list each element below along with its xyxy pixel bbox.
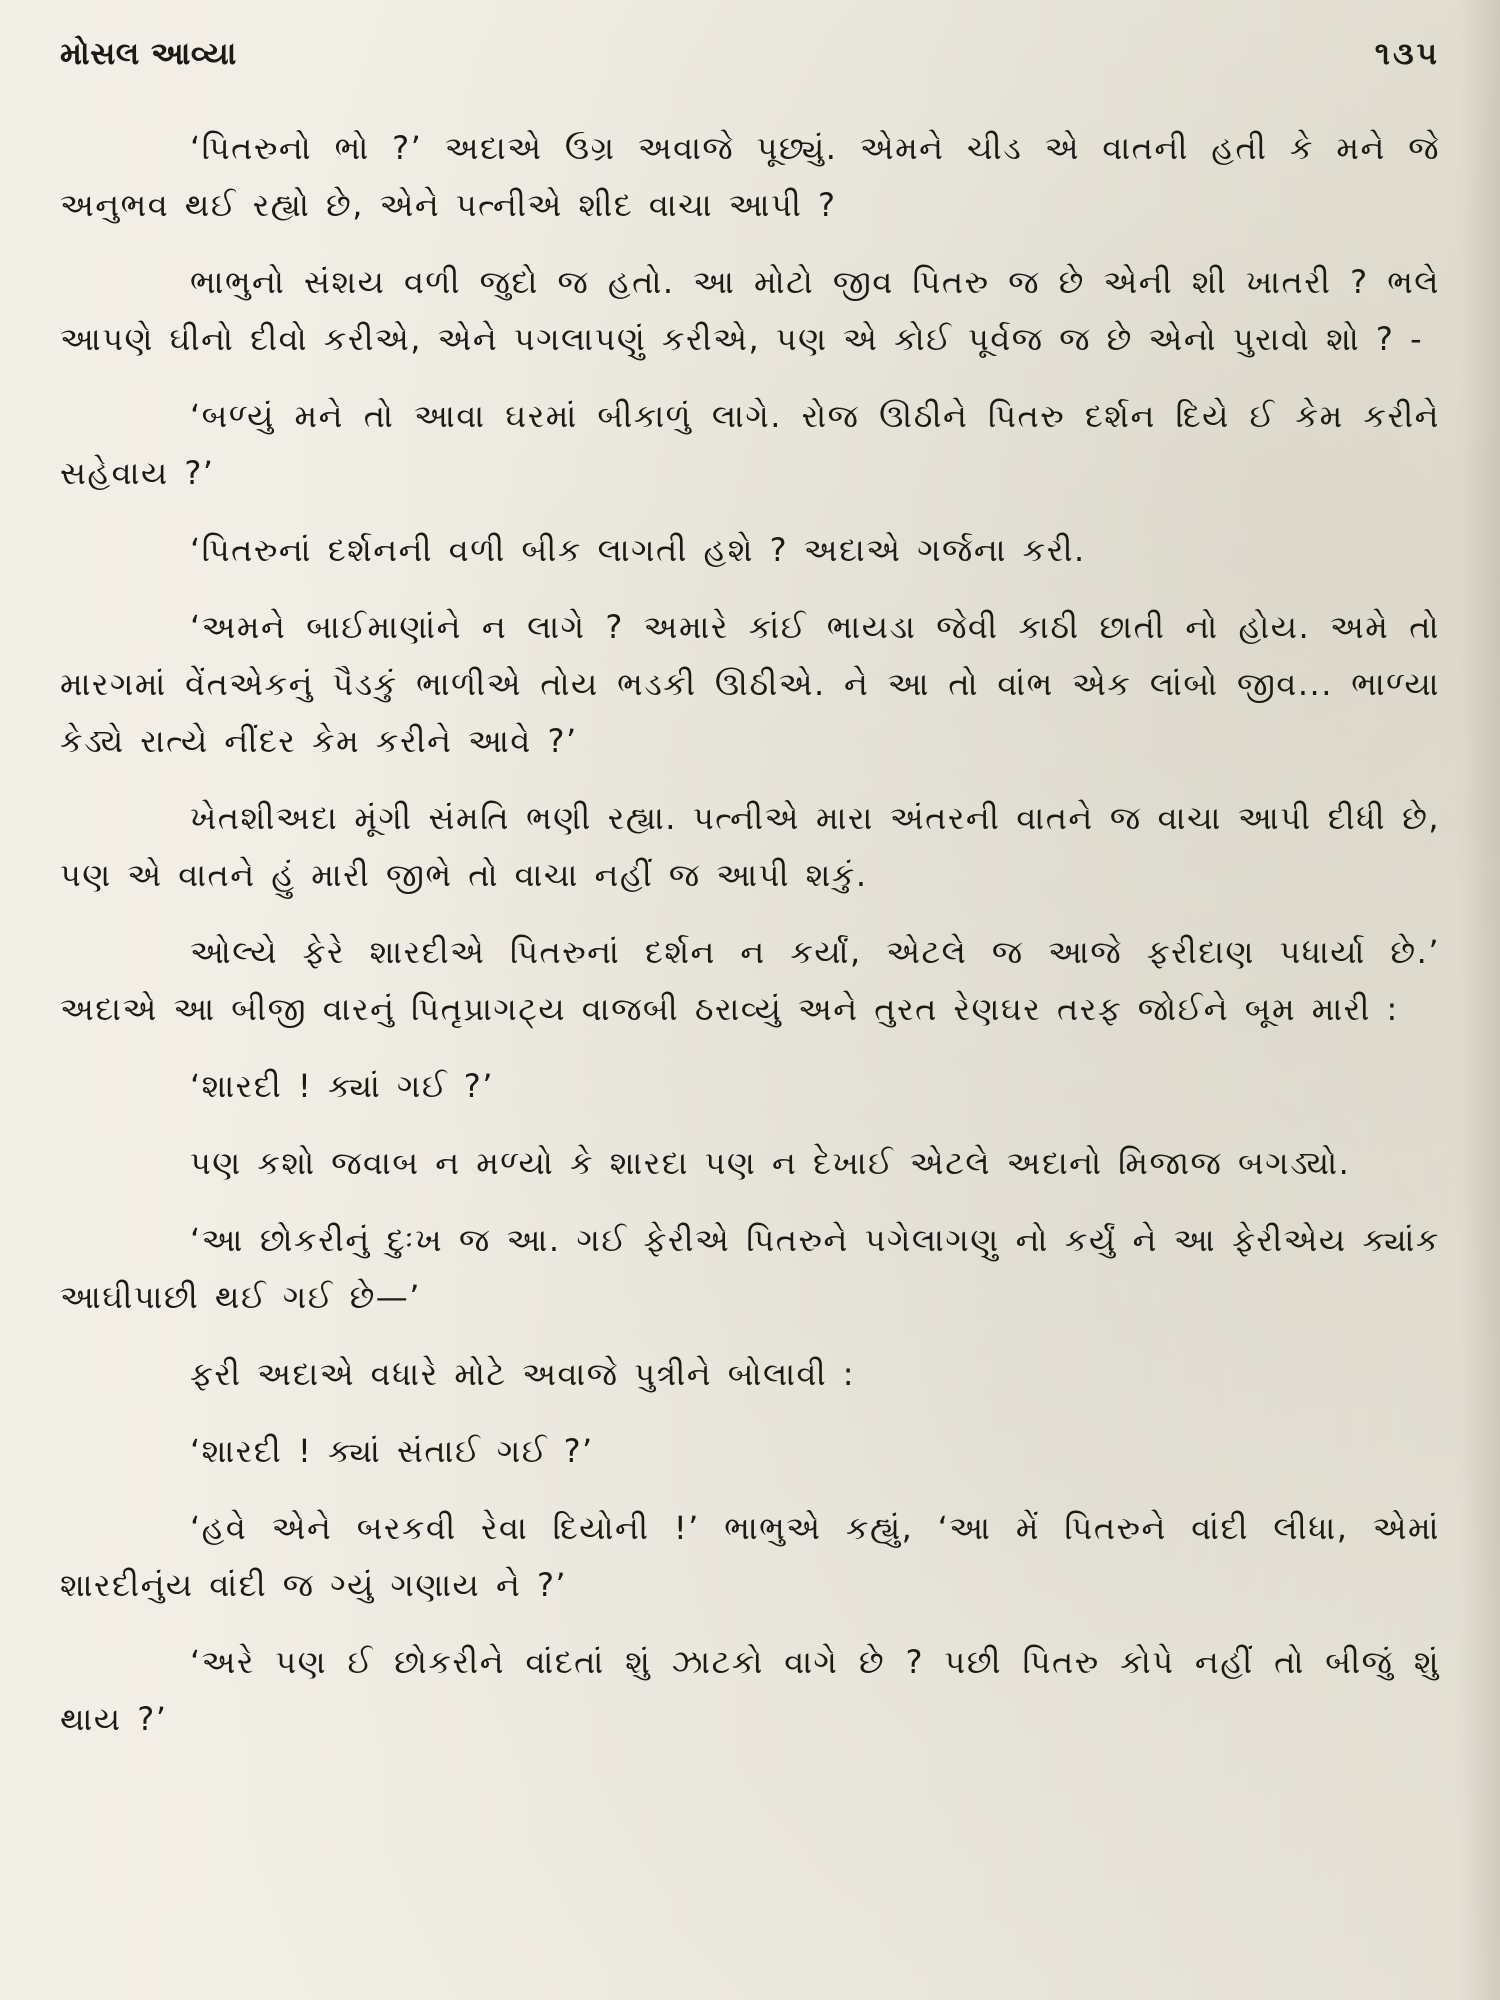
page-edge-shadow — [1460, 0, 1500, 2000]
paragraph: ‘પિતરુનાં દર્શનની વળી બીક લાગતી હશે ? અદાએ ગર્જના કરી. — [190, 531, 1086, 569]
body-text — [60, 120, 1440, 1768]
paragraph: ‘પિતરુનો ભો ?’ અદાએ ઉગ્ર અવાજે પૂછ્યું. એમને ચીડ એ વાતની હતી કે મને જે અનુભવ થઈ રહ્યો છે, એને પત્નીએ શીદ વાચા આપી ? — [60, 129, 1440, 224]
paragraph: ફરી અદાએ વધારે મોટે અવાજે પુત્રીને બોલાવી : — [190, 1355, 856, 1393]
paragraph: ‘શારદી ! ક્યાં ગઈ ?’ — [190, 1067, 494, 1105]
paragraph: પણ કશો જવાબ ન મળ્યો કે શારદા પણ ન દેખાઈ એટલે અદાનો મિજાજ બગડ્યો. — [190, 1144, 1351, 1182]
paragraph: ‘અરે પણ ઈ છોકરીને વાંદતાં શું ઝાટકો વાગે છે ? પછી પિતરુ કોપે નહીં તો બીજું શું થાય ?’ — [60, 1643, 1440, 1738]
page-number: ૧૩૫ — [1374, 36, 1440, 72]
paragraph: ‘આ છોકરીનું દુઃખ જ આ. ગઈ ફેરીએ પિતરુને પગેલાગણુ નો કર્યું ને આ ફેરીએય ક્યાંક આઘીપાછી થઈ ગઈ છે—’ — [60, 1221, 1440, 1316]
paragraph: ‘બળ્યું મને તો આવા ઘરમાં બીકાળું લાગે. રોજ ઊઠીને પિતરુ દર્શન દિયે ઈ કેમ કરીને સહેવાય ?’ — [60, 397, 1440, 492]
paragraph: ‘અમને બાઈમાણાંને ન લાગે ? અમારે કાંઈ ભાયડા જેવી કાઠી છાતી નો હોય. અમે તો મારગમાં વેંતએકનું પૈડકું ભાળીએ તોય ભડકી ઊઠીએ. ને આ તો વાંભ એક લાંબો જીવ... ભાળ્યા કેડ્યે રાત્યે નીંદર કેમ કરીને આવે ?’ — [60, 608, 1440, 760]
paragraph: ઓલ્યે ફેરે શારદીએ પિતરુનાં દર્શન ન કર્યાં, એટલે જ આજે ફરીદાણ પધાર્યા છે.’ અદાએ આ બીજી વારનું પિતૃપ્રાગટ્ય વાજબી ઠરાવ્યું અને તુરત રેણઘર તરફ જોઈને બૂમ મારી : — [60, 933, 1440, 1028]
paragraph: ‘શારદી ! ક્યાં સંતાઈ ગઈ ?’ — [190, 1432, 594, 1470]
running-title: મોસલ આવ્યા — [60, 36, 237, 72]
paragraph: ખેતશીઅદા મૂંગી સંમતિ ભણી રહ્યા. પત્નીએ મારા અંતરની વાતને જ વાચા આપી દીધી છે, પણ એ વાતને હું મારી જીભે તો વાચા નહીં જ આપી શકું. — [60, 799, 1440, 894]
page-header — [60, 36, 1440, 86]
paragraph: ભાભુનો સંશય વળી જુદો જ હતો. આ મોટો જીવ પિતરુ જ છે એની શી ખાતરી ? ભલે આપણે ઘીનો દીવો કરીએ, એને પગલાપણું કરીએ, પણ એ કોઈ પૂર્વજ જ છે એનો પુરાવો શો ? - — [60, 263, 1440, 358]
paragraph: ‘હવે એને બરકવી રેવા દિયોની !’ ભાભુએ કહ્યું, ‘આ મેં પિતરુને વાંદી લીધા, એમાં શારદીનુંય વાંદી જ ગ્યું ગણાય ને ?’ — [60, 1509, 1440, 1604]
